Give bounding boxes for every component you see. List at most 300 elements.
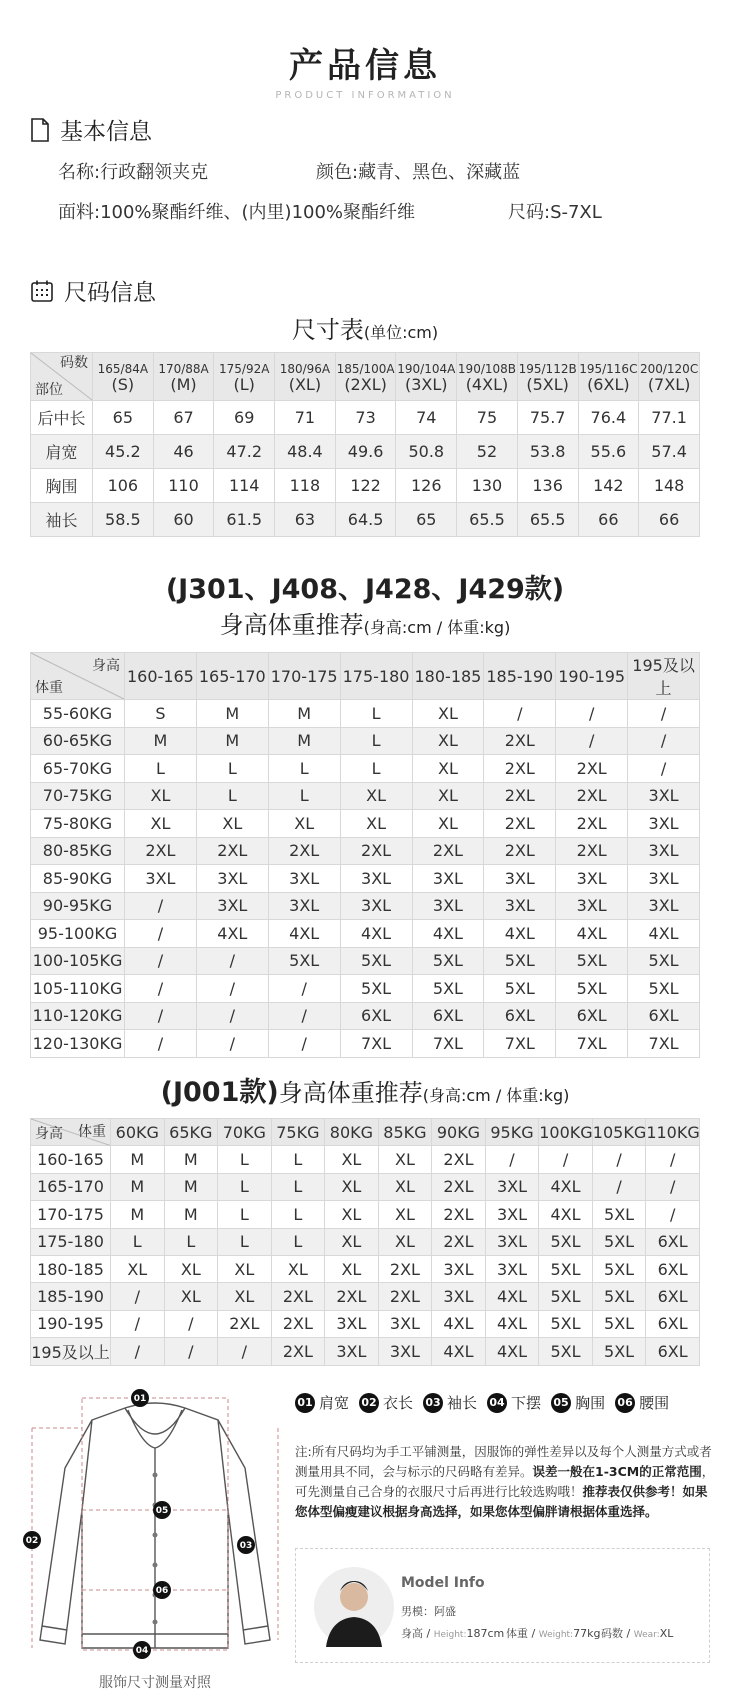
table-cell: XL xyxy=(340,810,412,838)
size-column-header xyxy=(517,353,578,401)
row-label: 60-65KG xyxy=(31,727,125,755)
jacket-measurement-diagram xyxy=(25,1390,280,1660)
recommend-table-1 xyxy=(30,652,700,1058)
table-cell: 3XL xyxy=(340,865,412,893)
table-cell: 4XL xyxy=(432,1310,486,1337)
legend-number-badge: 01 xyxy=(295,1393,315,1413)
row-label: 195及以上 xyxy=(31,1338,111,1365)
table-cell: 110 xyxy=(153,469,214,503)
size-column-spec: 165/84A xyxy=(97,361,149,376)
table-cell: 2XL xyxy=(484,810,556,838)
size-column-spec: 190/108B xyxy=(457,361,517,376)
table-row xyxy=(31,1255,700,1282)
row-label: 80-85KG xyxy=(31,837,125,865)
table-cell: M xyxy=(164,1173,218,1200)
table-cell: 5XL xyxy=(539,1310,593,1337)
table-cell: 52 xyxy=(457,435,518,469)
table-cell: 122 xyxy=(335,469,396,503)
table-cell: 4XL xyxy=(539,1201,593,1228)
table-cell: 3XL xyxy=(125,865,197,893)
legend-label: 肩宽 xyxy=(319,1394,350,1412)
table-cell: / xyxy=(556,700,628,728)
table-cell: / xyxy=(196,1002,268,1030)
table-cell: 61.5 xyxy=(214,503,275,537)
column-header: 95KG xyxy=(485,1119,539,1146)
product-name: 名称:行政翻领夹克 xyxy=(58,162,209,183)
table-cell: 114 xyxy=(214,469,275,503)
row-label: 后中长 xyxy=(31,401,93,435)
model-wear: 码数 / Wear:XL xyxy=(601,1627,674,1640)
column-header: 180-185 xyxy=(412,653,484,700)
basic-info-heading xyxy=(30,113,152,146)
table-cell: 2XL xyxy=(271,1310,325,1337)
size-column-size: (4XL) xyxy=(465,374,509,394)
legend-label: 腰围 xyxy=(639,1394,670,1412)
corner-top-label: 身高 xyxy=(92,658,120,674)
rec2-corner xyxy=(31,1119,111,1146)
legend-number-badge: 04 xyxy=(487,1393,507,1413)
column-header: 165-170 xyxy=(196,653,268,700)
size-column-header xyxy=(457,353,518,401)
size-column-spec: 185/100A xyxy=(336,361,395,376)
table-cell: 2XL xyxy=(556,755,628,783)
table-cell: 3XL xyxy=(412,892,484,920)
row-label: 65-70KG xyxy=(31,755,125,783)
table-cell: 5XL xyxy=(484,947,556,975)
document-icon xyxy=(30,118,50,142)
legend-number-badge: 02 xyxy=(359,1393,379,1413)
table-cell: XL xyxy=(325,1173,379,1200)
table-cell: 2XL xyxy=(484,837,556,865)
model-name: 男模：阿盛 xyxy=(401,1605,456,1618)
table-cell: 2XL xyxy=(378,1255,432,1282)
table-cell: 50.8 xyxy=(396,435,457,469)
size-column-size: (S) xyxy=(111,374,135,394)
table-cell: 4XL xyxy=(539,1173,593,1200)
table-row xyxy=(31,975,700,1003)
table-row xyxy=(31,892,700,920)
size-column-spec: 195/112B xyxy=(518,361,577,376)
table-cell: 58.5 xyxy=(93,503,154,537)
table-cell: 2XL xyxy=(484,782,556,810)
table-cell: L xyxy=(125,755,197,783)
rec1-title xyxy=(0,605,730,640)
table-cell: L xyxy=(271,1173,325,1200)
table-cell: 4XL xyxy=(412,920,484,948)
table-cell: 76.4 xyxy=(578,401,639,435)
rec2-unit: (身高:cm / 体重:kg) xyxy=(422,1086,570,1105)
table-cell: 2XL xyxy=(484,727,556,755)
table-cell: 5XL xyxy=(268,947,340,975)
table-cell: 3XL xyxy=(485,1255,539,1282)
table-cell: 7XL xyxy=(484,1030,556,1058)
table-cell: 2XL xyxy=(218,1310,272,1337)
row-label: 170-175 xyxy=(31,1201,111,1228)
table-cell: 2XL xyxy=(268,837,340,865)
size-column-size: (7XL) xyxy=(647,374,691,394)
table-cell: 4XL xyxy=(485,1283,539,1310)
size-column-header xyxy=(93,353,154,401)
table-cell: XL xyxy=(125,782,197,810)
size-table xyxy=(30,352,700,537)
row-label: 75-80KG xyxy=(31,810,125,838)
table-cell: XL xyxy=(340,782,412,810)
table-cell: 4XL xyxy=(268,920,340,948)
table-cell: 45.2 xyxy=(93,435,154,469)
note-bold-2: 推荐表仅供参考！如果您体型偏瘦建议根据身高选择，如果您体型偏胖请根据体重选择。 xyxy=(295,1484,708,1519)
table-cell: / xyxy=(646,1173,700,1200)
size-info-heading-text: 尺码信息 xyxy=(64,280,156,306)
note-text-2: ，可先测量自己合身的衣服尺寸后再进行比较选购哦！ xyxy=(295,1464,715,1499)
table-cell: 55.6 xyxy=(578,435,639,469)
row-label: 120-130KG xyxy=(31,1030,125,1058)
table-cell: XL xyxy=(164,1255,218,1282)
table-cell: / xyxy=(539,1146,593,1173)
rec1-models-text: (J301、J408、J428、J429款) xyxy=(165,574,565,605)
legend-item xyxy=(359,1392,413,1413)
table-cell: 2XL xyxy=(196,837,268,865)
table-cell: XL xyxy=(164,1283,218,1310)
table-cell: 65.5 xyxy=(457,503,518,537)
table-cell: 4XL xyxy=(340,920,412,948)
table-cell: M xyxy=(164,1146,218,1173)
legend-number-badge: 05 xyxy=(551,1393,571,1413)
model-avatar xyxy=(314,1567,394,1647)
table-cell: 3XL xyxy=(432,1283,486,1310)
table-cell: XL xyxy=(378,1201,432,1228)
table-cell: 5XL xyxy=(592,1228,646,1255)
row-label: 175-180 xyxy=(31,1228,111,1255)
row-label: 110-120KG xyxy=(31,1002,125,1030)
marker-02: 02 xyxy=(25,1536,39,1546)
table-cell: L xyxy=(196,782,268,810)
table-cell: 65.5 xyxy=(517,503,578,537)
table-cell: 2XL xyxy=(556,810,628,838)
table-cell: 7XL xyxy=(412,1030,484,1058)
marker-06: 06 xyxy=(155,1586,169,1596)
table-cell: 130 xyxy=(457,469,518,503)
table-cell: 5XL xyxy=(628,947,700,975)
row-label: 95-100KG xyxy=(31,920,125,948)
table-cell: 3XL xyxy=(196,865,268,893)
size-info-heading xyxy=(30,274,156,307)
table-cell: XL xyxy=(412,755,484,783)
table-row xyxy=(31,1338,700,1365)
table-cell: / xyxy=(111,1338,165,1365)
model-info-title: Model Info xyxy=(401,1575,485,1591)
marker-04: 04 xyxy=(135,1646,149,1656)
table-row xyxy=(31,401,700,435)
table-cell: / xyxy=(628,727,700,755)
table-cell: / xyxy=(125,975,197,1003)
column-header: 70KG xyxy=(218,1119,272,1146)
table-cell: 2XL xyxy=(125,837,197,865)
table-cell: 148 xyxy=(639,469,700,503)
table-cell: XL xyxy=(268,810,340,838)
table-cell: 5XL xyxy=(539,1228,593,1255)
model-info-card xyxy=(295,1548,710,1663)
table-row xyxy=(31,837,700,865)
column-header: 185-190 xyxy=(484,653,556,700)
size-column-size: (3XL) xyxy=(405,374,448,394)
column-header: 160-165 xyxy=(125,653,197,700)
size-table-title xyxy=(0,310,730,345)
table-cell: M xyxy=(196,700,268,728)
size-table-title-text: 尺寸表 xyxy=(291,316,364,344)
table-row xyxy=(31,865,700,893)
table-cell: 5XL xyxy=(412,975,484,1003)
table-cell: / xyxy=(125,920,197,948)
column-header: 105KG xyxy=(592,1119,646,1146)
table-cell: 7XL xyxy=(340,1030,412,1058)
table-cell: / xyxy=(125,1030,197,1058)
table-cell: 7XL xyxy=(628,1030,700,1058)
table-cell: S xyxy=(125,700,197,728)
row-label: 190-195 xyxy=(31,1310,111,1337)
row-label: 85-90KG xyxy=(31,865,125,893)
table-cell: 3XL xyxy=(628,892,700,920)
table-row xyxy=(31,782,700,810)
column-header: 175-180 xyxy=(340,653,412,700)
size-column-size: (2XL) xyxy=(344,374,387,394)
table-cell: 6XL xyxy=(340,1002,412,1030)
table-cell: 3XL xyxy=(628,837,700,865)
column-header: 60KG xyxy=(111,1119,165,1146)
table-cell: XL xyxy=(378,1228,432,1255)
table-cell: / xyxy=(164,1338,218,1365)
table-cell: M xyxy=(196,727,268,755)
table-cell: L xyxy=(218,1173,272,1200)
table-cell: 3XL xyxy=(340,892,412,920)
table-cell: 3XL xyxy=(378,1338,432,1365)
table-cell: / xyxy=(111,1310,165,1337)
table-cell: 3XL xyxy=(325,1338,379,1365)
table-cell: 5XL xyxy=(412,947,484,975)
table-cell: XL xyxy=(196,810,268,838)
table-cell: 69 xyxy=(214,401,275,435)
table-cell: 6XL xyxy=(646,1338,700,1365)
table-cell: XL xyxy=(412,700,484,728)
row-label: 160-165 xyxy=(31,1146,111,1173)
table-cell: 5XL xyxy=(592,1255,646,1282)
model-height: 身高 / Height:187cm xyxy=(401,1627,505,1640)
legend-item xyxy=(423,1392,477,1413)
column-header: 65KG xyxy=(164,1119,218,1146)
table-row xyxy=(31,1173,700,1200)
row-label: 肩宽 xyxy=(31,435,93,469)
table-cell: 6XL xyxy=(646,1228,700,1255)
column-header: 100KG xyxy=(539,1119,593,1146)
measurement-note xyxy=(295,1442,715,1522)
table-cell: 118 xyxy=(275,469,336,503)
rec2-models-text: (J001款) xyxy=(160,1077,279,1108)
table-cell: / xyxy=(484,700,556,728)
table-cell: 3XL xyxy=(412,865,484,893)
size-column-size: (6XL) xyxy=(587,374,630,394)
table-row xyxy=(31,1201,700,1228)
size-table-unit: (单位:cm) xyxy=(363,323,439,342)
table-row xyxy=(31,727,700,755)
model-weight: 体重 / Weight:77kg xyxy=(506,1627,601,1640)
table-cell: / xyxy=(628,755,700,783)
table-cell: 57.4 xyxy=(639,435,700,469)
measurement-legend xyxy=(295,1392,669,1413)
table-cell: M xyxy=(268,700,340,728)
table-cell: 64.5 xyxy=(335,503,396,537)
table-cell: / xyxy=(125,947,197,975)
table-cell: 60 xyxy=(153,503,214,537)
table-cell: 126 xyxy=(396,469,457,503)
table-cell: 3XL xyxy=(485,1201,539,1228)
table-cell: XL xyxy=(412,782,484,810)
table-cell: XL xyxy=(412,727,484,755)
table-cell: 2XL xyxy=(556,837,628,865)
note-bold-1: 误差一般在1-3CM的正常范围 xyxy=(532,1464,702,1479)
row-label: 胸围 xyxy=(31,469,93,503)
table-cell: 3XL xyxy=(378,1310,432,1337)
marker-05: 05 xyxy=(155,1506,169,1516)
table-cell: 5XL xyxy=(539,1338,593,1365)
row-label: 55-60KG xyxy=(31,700,125,728)
table-cell: 3XL xyxy=(485,1228,539,1255)
table-row xyxy=(31,435,700,469)
table-cell: 3XL xyxy=(628,782,700,810)
table-cell: 3XL xyxy=(556,865,628,893)
table-cell: / xyxy=(628,700,700,728)
table-cell: 46 xyxy=(153,435,214,469)
legend-label: 衣长 xyxy=(383,1394,414,1412)
table-cell: 6XL xyxy=(646,1283,700,1310)
table-cell: 5XL xyxy=(628,975,700,1003)
table-cell: 136 xyxy=(517,469,578,503)
column-header: 195及以上 xyxy=(628,653,700,700)
table-cell: 6XL xyxy=(646,1310,700,1337)
table-cell: 3XL xyxy=(484,892,556,920)
table-cell: XL xyxy=(378,1173,432,1200)
table-cell: 5XL xyxy=(592,1283,646,1310)
table-cell: 2XL xyxy=(325,1283,379,1310)
table-cell: 5XL xyxy=(484,975,556,1003)
table-cell: 65 xyxy=(396,503,457,537)
table-cell: 5XL xyxy=(592,1201,646,1228)
table-cell: / xyxy=(485,1146,539,1173)
size-column-spec: 170/88A xyxy=(158,361,209,376)
table-cell: 71 xyxy=(275,401,336,435)
table-cell: L xyxy=(196,755,268,783)
size-column-header xyxy=(153,353,214,401)
marker-03: 03 xyxy=(239,1541,253,1551)
table-cell: L xyxy=(340,700,412,728)
table-cell: 2XL xyxy=(271,1338,325,1365)
table-cell: L xyxy=(271,1146,325,1173)
corner-bottom-label: 体重 xyxy=(35,680,63,696)
table-row xyxy=(31,947,700,975)
table-cell: 2XL xyxy=(432,1228,486,1255)
table-row xyxy=(31,1228,700,1255)
table-cell: 65 xyxy=(93,401,154,435)
page-title: 产品信息 xyxy=(289,46,441,86)
legend-item xyxy=(551,1392,605,1413)
table-cell: M xyxy=(111,1201,165,1228)
table-cell: L xyxy=(218,1228,272,1255)
table-cell: XL xyxy=(218,1255,272,1282)
diagram-caption: 服饰尺寸测量对照 xyxy=(99,1675,211,1691)
product-sizes: 尺码:S-7XL xyxy=(508,202,602,223)
table-cell: L xyxy=(340,755,412,783)
table-cell: / xyxy=(111,1283,165,1310)
legend-label: 袖长 xyxy=(447,1394,478,1412)
rec2-title-line xyxy=(0,1070,730,1109)
table-row xyxy=(31,700,700,728)
table-cell: 2XL xyxy=(340,837,412,865)
table-cell: 3XL xyxy=(196,892,268,920)
size-column-spec: 200/120C xyxy=(639,361,699,376)
product-fabric: 面料:100%聚酯纤维、(内里)100%聚酯纤维 xyxy=(58,202,416,223)
size-column-size: (XL) xyxy=(288,374,322,394)
legend-number-badge: 06 xyxy=(615,1393,635,1413)
row-label: 70-75KG xyxy=(31,782,125,810)
table-cell: XL xyxy=(412,810,484,838)
table-cell: 3XL xyxy=(628,865,700,893)
table-cell: 2XL xyxy=(271,1283,325,1310)
size-column-header xyxy=(335,353,396,401)
table-cell: / xyxy=(196,1030,268,1058)
column-header: 170-175 xyxy=(268,653,340,700)
table-row xyxy=(31,755,700,783)
table-row xyxy=(31,1283,700,1310)
table-cell: 4XL xyxy=(628,920,700,948)
table-cell: XL xyxy=(125,810,197,838)
size-column-header xyxy=(396,353,457,401)
table-cell: XL xyxy=(325,1228,379,1255)
table-cell: 66 xyxy=(639,503,700,537)
table-cell: L xyxy=(271,1201,325,1228)
marker-01: 01 xyxy=(133,1394,147,1404)
size-column-size: (5XL) xyxy=(526,374,569,394)
table-cell: 3XL xyxy=(484,865,556,893)
recommend-table-2 xyxy=(30,1118,700,1366)
size-column-spec: 190/104A xyxy=(397,361,456,376)
table-row xyxy=(31,503,700,537)
table-cell: L xyxy=(218,1146,272,1173)
table-cell: 4XL xyxy=(556,920,628,948)
table-cell: M xyxy=(125,727,197,755)
row-label: 180-185 xyxy=(31,1255,111,1282)
table-cell: L xyxy=(271,1228,325,1255)
table-cell: M xyxy=(268,727,340,755)
size-column-header xyxy=(275,353,336,401)
table-cell: 6XL xyxy=(646,1255,700,1282)
table-cell: 3XL xyxy=(325,1310,379,1337)
table-cell: L xyxy=(340,727,412,755)
table-cell: / xyxy=(196,975,268,1003)
table-cell: / xyxy=(164,1310,218,1337)
table-cell: / xyxy=(592,1173,646,1200)
table-cell: 106 xyxy=(93,469,154,503)
table-cell: XL xyxy=(111,1255,165,1282)
table-cell: / xyxy=(218,1338,272,1365)
size-column-size: (L) xyxy=(233,374,255,394)
table-cell: / xyxy=(646,1146,700,1173)
table-cell: XL xyxy=(325,1201,379,1228)
legend-item xyxy=(295,1392,349,1413)
table-cell: XL xyxy=(325,1146,379,1173)
table-cell: / xyxy=(556,727,628,755)
table-cell: 73 xyxy=(335,401,396,435)
row-label: 165-170 xyxy=(31,1173,111,1200)
table-cell: 3XL xyxy=(432,1255,486,1282)
table-cell: 4XL xyxy=(484,920,556,948)
